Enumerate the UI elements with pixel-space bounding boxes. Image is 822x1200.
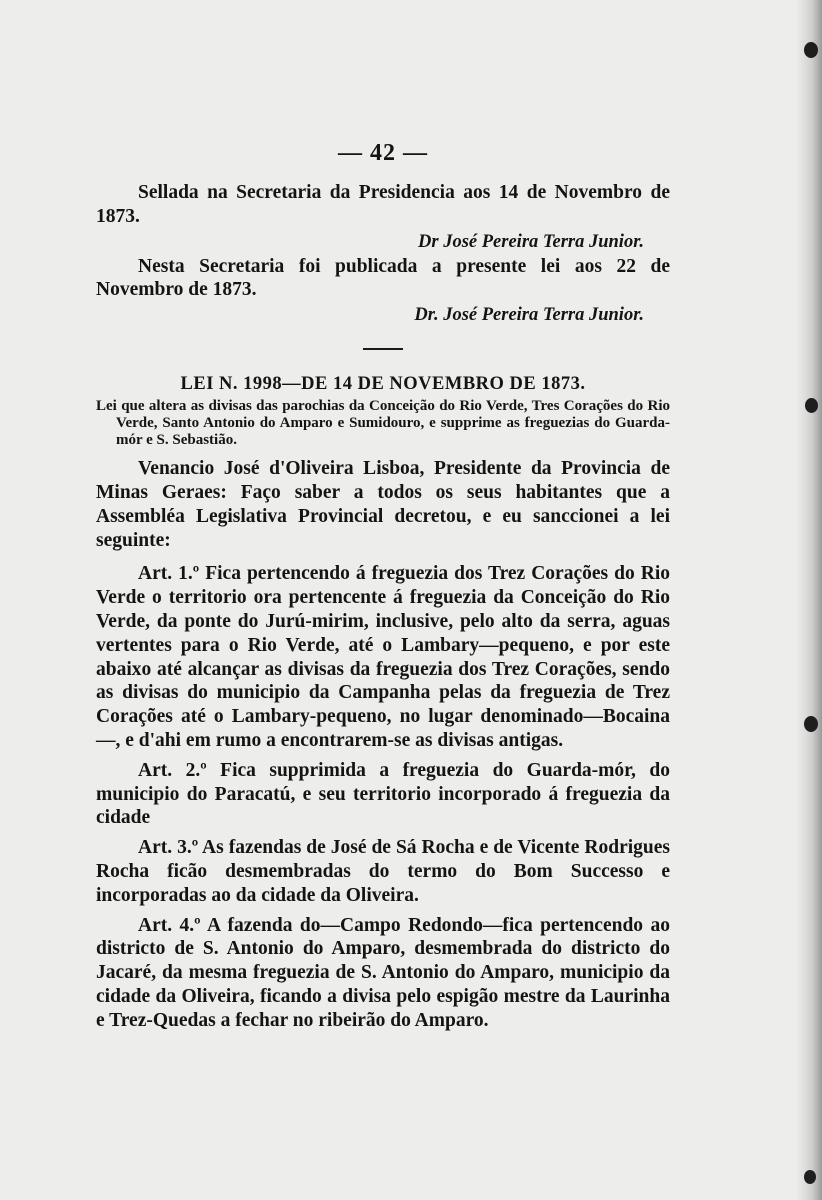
preamble: Venancio José d'Oliveira Lisboa, Presidente da Provincia de Minas Geraes: Faço saber a todos os seus habitantes que a Assembléa Legislativa Provincial decretou, e eu sanccionei a lei seguinte: [96,458,670,551]
article-3: Art. 3.º As fazendas de José de Sá Rocha e de Vicente Rodrigues Rocha ficão desmembradas do termo do Bom Successo e incorporadas ao da cidade da Oliveira. [96,837,670,906]
page-edge-shadow [796,0,822,1200]
binding-hole-1 [804,42,818,58]
section-divider [363,348,403,350]
article-1: Art. 1.º Fica pertencendo á freguezia dos Trez Corações do Rio Verde o territorio ora pertencente á freguezia da Conceição do Rio Verde, da ponte do Jurú-mirim, inclusive, pelo alto da serra, aguas vertentes para o Rio Verde, até o Lambary—pequeno, e por este abaixo até alcançar as divisas da freguezia dos Trez Corações, sendo as divisas do municipio da Campanha pelas da freguezia de Trez Corações até o Lambary-pequeno, no lugar denominado—Bocaina—, e d'ahi em rumo a encontrarem-se as divisas antigas. [96,563,670,751]
text-column [96,140,670,1033]
binding-hole-2 [805,398,818,413]
article-4: Art. 4.º A fazenda do—Campo Redondo—fica pertencendo ao districto de S. Antonio do Amparo, desmembrada do districto do Jacaré, da mesma freguezia de S. Antonio do Amparo, municipio da cidade da Oliveira, ficando a divisa pelo espigão mestre da Laurinha e Trez-Quedas a fechar no ribeirão do Amparo. [96,914,670,1031]
signature-1: Dr José Pereira Terra Junior. [418,231,644,252]
law-summary: Lei que altera as divisas das parochias da Conceição do Rio Verde, Tres Corações do Rio Verde, Santo Antonio do Amparo e Sumidouro, e supprime as freguezias do Guarda-mór e S. Sebastião. [96,398,670,449]
law-title: LEI N. 1998—DE 14 DE NOVEMBRO DE 1873. [180,374,586,395]
binding-hole-4 [804,1170,816,1184]
page-number: — 42 — [338,140,428,166]
publication-statement: Nesta Secretaria foi publicada a presente lei aos 22 de Novembro de 1873. [96,255,670,301]
article-2: Art. 2.º Fica supprimida a freguezia do Guarda-mór, do municipio do Paracatú, e seu territorio incorporado á freguezia da cidade [96,759,670,829]
sealed-statement: Sellada na Secretaria da Presidencia aos 14 de Novembro de 1873. [96,182,670,227]
signature-2: Dr. José Pereira Terra Junior. [414,305,644,326]
binding-hole-3 [804,716,818,732]
